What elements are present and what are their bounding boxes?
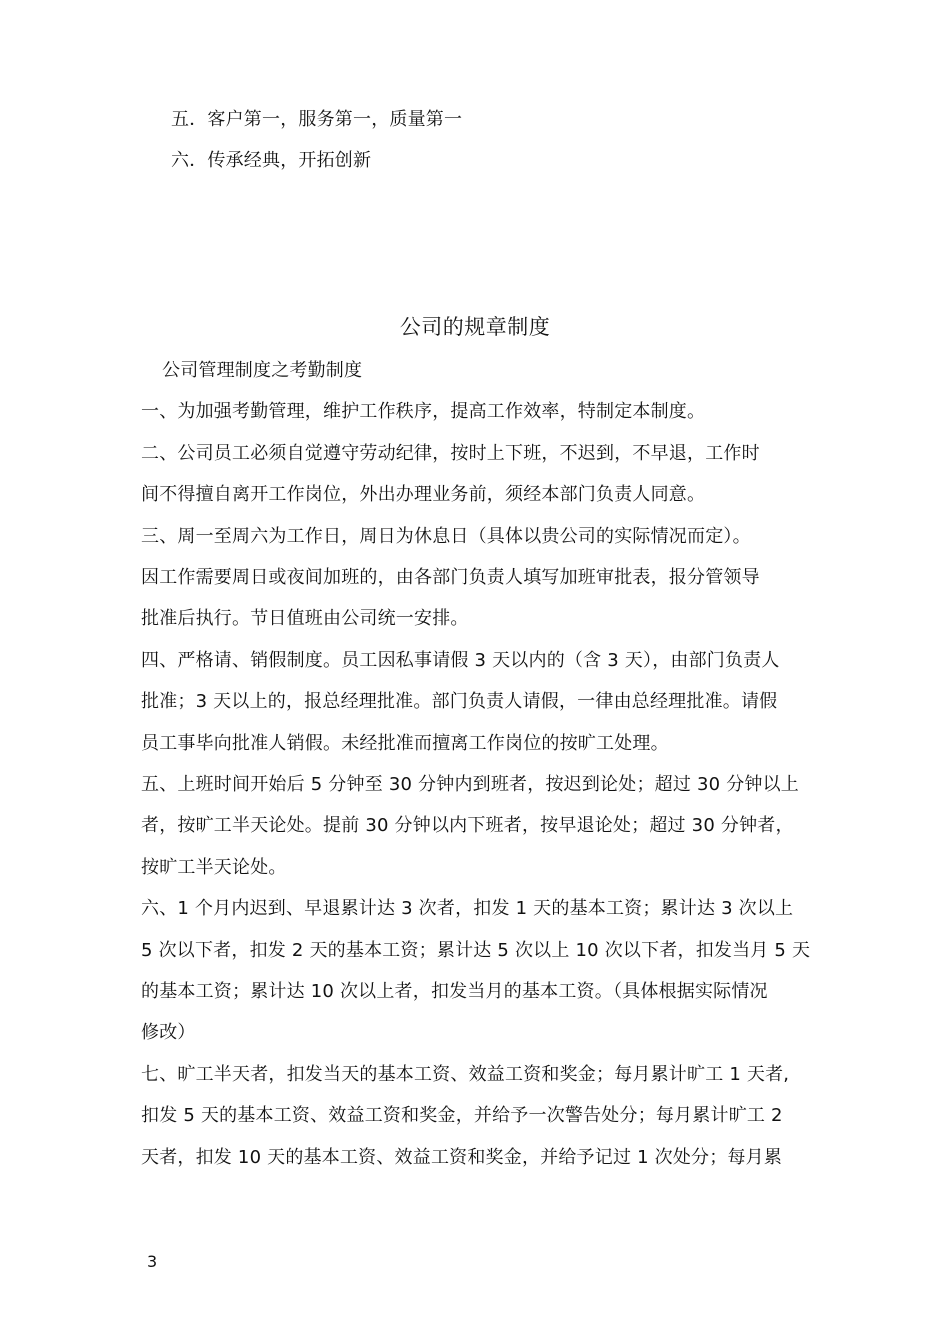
paragraph-line: 员工事毕向批准人销假。未经批准而擅离工作岗位的按旷工处理。 xyxy=(141,733,669,754)
paragraph-line: 五、上班时间开始后 5 分钟至 30 分钟内到班者，按迟到论处；超过 30 分钟以上 xyxy=(141,774,799,795)
paragraph-line: 四、严格请、销假制度。员工因私事请假 3 天以内的（含 3 天），由部门负责人 xyxy=(141,650,780,671)
paragraph-line: 批准后执行。节日值班由公司统一安排。 xyxy=(141,608,469,629)
paragraph-line: 按旷工半天论处。 xyxy=(141,857,287,878)
paragraph-line: 批准；3 天以上的，报总经理批准。部门负责人请假，一律由总经理批准。请假 xyxy=(141,691,778,712)
paragraph-line: 一、为加强考勤管理，维护工作秩序，提高工作效率，特制定本制度。 xyxy=(141,401,706,422)
paragraph-line: 六、1 个月内迟到、早退累计达 3 次者，扣发 1 天的基本工资；累计达 3 次以上 xyxy=(141,898,794,919)
paragraph-line: 七、旷工半天者，扣发当天的基本工资、效益工资和奖金；每月累计旷工 1 天者, xyxy=(141,1064,790,1085)
paragraph-line: 的基本工资；累计达 10 次以上者，扣发当月的基本工资。（具体根据实际情况 xyxy=(141,981,768,1002)
paragraph-line: 者，按旷工半天论处。提前 30 分钟以内下班者，按早退论处；超过 30 分钟者， xyxy=(141,815,794,836)
section-subtitle: 公司管理制度之考勤制度 xyxy=(162,360,363,381)
paragraph-line: 修改） xyxy=(141,1022,196,1043)
paragraph-line: 间不得擅自离开工作岗位，外出办理业务前，须经本部门负责人同意。 xyxy=(141,484,706,505)
value-item-6: 六．传承经典，开拓创新 xyxy=(171,150,372,171)
paragraph-line: 三、周一至周六为工作日，周日为休息日（具体以贵公司的实际情况而定）。 xyxy=(141,526,751,547)
section-title: 公司的规章制度 xyxy=(399,315,551,339)
paragraph-line: 天者，扣发 10 天的基本工资、效益工资和奖金，并给予记过 1 次处分；每月累 xyxy=(141,1147,783,1168)
paragraph-line: 扣发 5 天的基本工资、效益工资和奖金，并给予一次警告处分；每月累计旷工 2 xyxy=(141,1105,783,1126)
paragraph-line: 因工作需要周日或夜间加班的，由各部门负责人填写加班审批表，报分管领导 xyxy=(141,567,760,588)
paragraph-line: 5 次以下者，扣发 2 天的基本工资；累计达 5 次以上 10 次以下者，扣发当月 5 天 xyxy=(141,940,811,961)
value-item-5: 五．客户第一，服务第一，质量第一 xyxy=(171,109,463,130)
page-number: 3 xyxy=(147,1252,158,1271)
paragraph-line: 二、公司员工必须自觉遵守劳动纪律，按时上下班，不迟到，不早退，工作时 xyxy=(141,443,760,464)
